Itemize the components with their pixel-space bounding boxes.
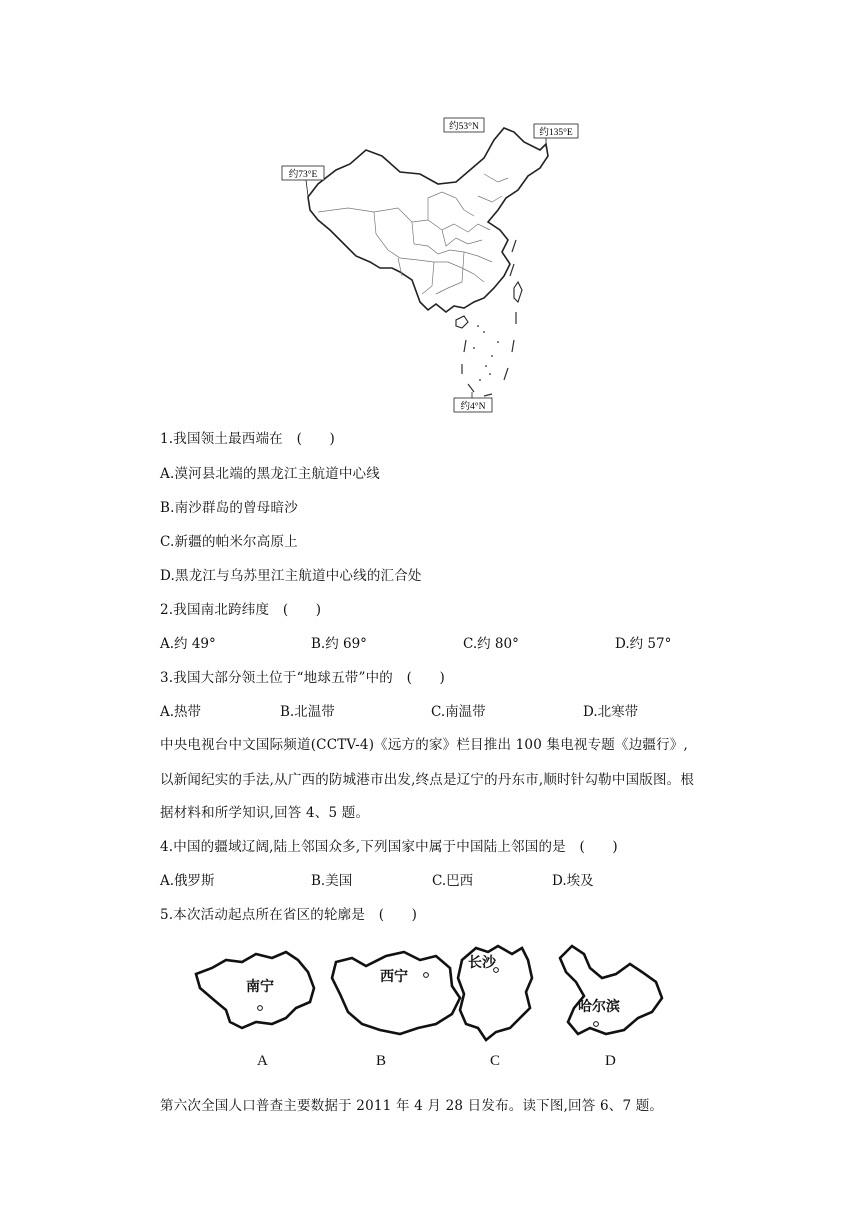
question-3-option-a: A.热带 — [160, 704, 202, 720]
question-1-option-d: D.黑龙江与乌苏里江主航道中心线的汇合处 — [160, 568, 422, 584]
passage-1-line-3: 据材料和所学知识,回答 4、5 题。 — [160, 805, 370, 821]
question-3-option-c: C.南温带 — [431, 704, 486, 720]
question-1-option-a: A.漠河县北端的黑龙江主航道中心线 — [160, 466, 380, 482]
province-outline-d — [560, 946, 662, 1034]
province-a-city: 南宁 — [246, 979, 274, 995]
label-north — [444, 118, 484, 132]
province-d-letter: D — [605, 1053, 616, 1069]
svg-text:约135°E: 约135°E — [539, 128, 573, 138]
province-c-letter: C — [490, 1053, 501, 1069]
province-c-city: 长沙 — [468, 955, 496, 971]
taiwan — [514, 282, 522, 302]
question-4-option-d: D.埃及 — [552, 873, 594, 889]
question-5-stem: 5.本次活动起点所在省区的轮廓是 ( ) — [160, 907, 418, 923]
svg-text:约53°N: 约53°N — [449, 122, 479, 132]
passage-1-line-1: 中央电视台中文国际频道(CCTV-4)《远方的家》栏目推出 100 集电视专题《边疆行》, — [160, 737, 688, 753]
province-borders — [318, 174, 508, 294]
question-1-option-b: B.南沙群岛的曾母暗沙 — [160, 500, 298, 516]
question-2-option-a: A.约 49° — [160, 636, 216, 652]
question-2-option-b: B.约 69° — [311, 636, 367, 652]
nine-dash-line — [462, 240, 516, 396]
province-d-city: 哈尔滨 — [578, 999, 620, 1015]
question-2-stem: 2.我国南北跨纬度 ( ) — [160, 602, 322, 618]
question-1-stem: 1.我国领土最西端在 ( ) — [160, 431, 335, 447]
question-4-option-a: A.俄罗斯 — [160, 873, 215, 889]
question-3-option-d: D.北寒带 — [583, 704, 639, 720]
province-b-city: 西宁 — [380, 969, 408, 985]
passage-1-line-2: 以新闻纪实的手法,从广西的防城港市出发,终点是辽宁的丹东市,顺时针勾勒中国版图。根 — [160, 772, 695, 788]
question-3-stem: 3.我国大部分领土位于“地球五带”中的 ( ) — [160, 670, 446, 686]
hainan — [456, 316, 468, 328]
svg-text:约4°N: 约4°N — [460, 402, 486, 412]
question-4-option-c: C.巴西 — [432, 873, 474, 889]
label-west — [282, 166, 324, 196]
question-2-option-c: C.约 80° — [463, 636, 519, 652]
question-4-stem: 4.中国的疆域辽阔,陆上邻国众多,下列国家中属于中国陆上邻国的是 ( ) — [160, 839, 618, 855]
label-east — [534, 124, 578, 148]
province-outlines-figure — [190, 938, 670, 1046]
province-a-letter: A — [257, 1053, 268, 1069]
question-1-option-c: C.新疆的帕米尔高原上 — [160, 534, 298, 550]
china-map — [278, 112, 588, 417]
question-3-option-b: B.北温带 — [280, 704, 335, 720]
svg-text:约73°E: 约73°E — [288, 170, 318, 180]
question-2-option-d: D.约 57° — [615, 636, 672, 652]
province-b-letter: B — [376, 1053, 387, 1069]
islands — [473, 325, 499, 381]
province-outline-b — [332, 952, 460, 1034]
question-4-option-b: B.美国 — [311, 873, 353, 889]
passage-2-text: 第六次全国人口普查主要数据于 2011 年 4 月 28 日发布。读下图,回答 6、7 题。 — [160, 1098, 664, 1114]
